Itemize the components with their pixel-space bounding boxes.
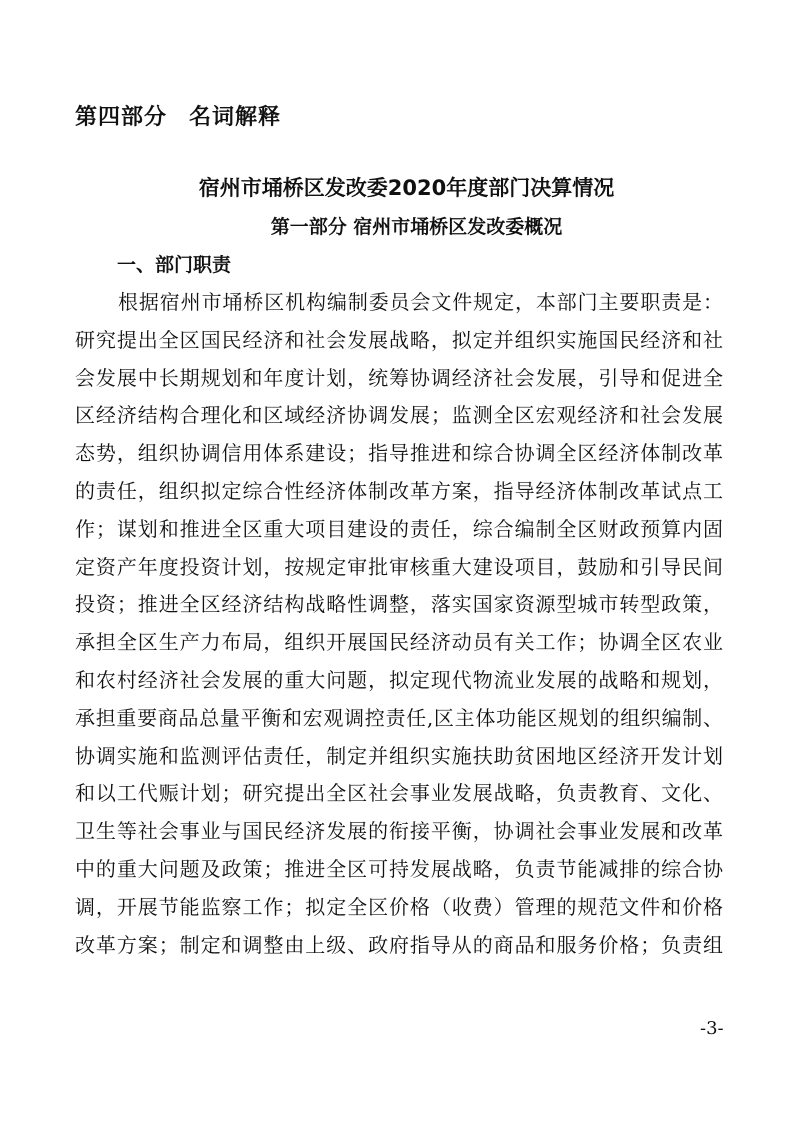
paragraph-line: 承担全区生产力布局，组织开展国民经济动员有关工作；协调全区农业 [75,630,723,655]
paragraph-line: 的责任，组织拟定综合性经济体制改革方案，指导经济体制改革试点工 [75,478,723,503]
paragraph-line: 作；谋划和推进全区重大项目建设的责任，综合编制全区财政预算内固 [75,516,723,541]
duties-paragraph [75,290,723,970]
paragraph-line: 研究提出全区国民经济和社会发展战略，拟定并组织实施国民经济和社 [75,327,723,352]
paragraph-line: 改革方案；制定和调整由上级、政府指导从的商品和服务价格；负责组 [75,932,723,957]
part-heading [75,100,303,131]
section-heading: 一、部门职责 [117,254,232,276]
document-title: 宿州市埇桥区发改委2020年度部门决算情况 [198,176,615,200]
part-name: 名词解释 [189,105,282,130]
paragraph-line: 中的重大问题及政策；推进全区可持发展战略，负责节能减排的综合协 [75,856,723,881]
paragraph-line: 定资产年度投资计划，按规定审批审核重大建设项目，鼓励和引导民间 [75,554,723,579]
document-subtitle: 第一部分 宿州市埇桥区发改委概况 [270,216,563,238]
paragraph-line: 调，开展节能监察工作；拟定全区价格（收费）管理的规范文件和价格 [75,894,723,919]
page-number: -3- [700,1018,724,1039]
paragraph-line: 卫生等社会事业与国民经济发展的衔接平衡，协调社会事业发展和改革 [75,819,723,844]
part-number: 第四部分 [75,105,168,130]
paragraph-line: 根据宿州市埇桥区机构编制委员会文件规定，本部门主要职责是： [118,290,723,314]
paragraph-line: 和以工代赈计划；研究提出全区社会事业发展战略，负责教育、文化、 [75,781,723,806]
paragraph-line: 会发展中长期规划和年度计划，统筹协调经济社会发展，引导和促进全 [75,365,723,390]
paragraph-line: 协调实施和监测评估责任，制定并组织实施扶助贫困地区经济开发计划 [75,743,723,768]
paragraph-line: 承担重要商品总量平衡和宏观调控责任,区主体功能区规划的组织编制、 [75,705,723,730]
paragraph-line: 态势，组织协调信用体系建设；指导推进和综合协调全区经济体制改革 [75,441,723,466]
paragraph-line: 投资；推进全区经济结构战略性调整，落实国家资源型城市转型政策， [75,592,723,617]
paragraph-line: 区经济结构合理化和区域经济协调发展；监测全区宏观经济和社会发展 [75,403,723,428]
paragraph-line: 和农村经济社会发展的重大问题，拟定现代物流业发展的战略和规划， [75,667,723,692]
